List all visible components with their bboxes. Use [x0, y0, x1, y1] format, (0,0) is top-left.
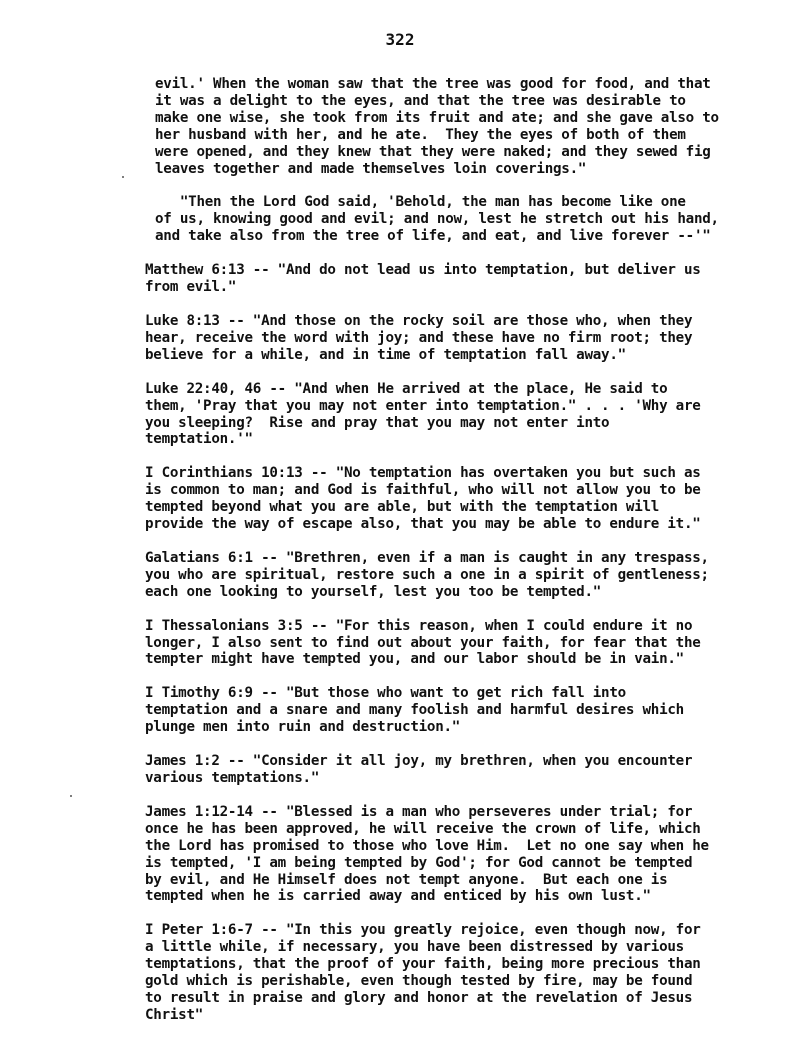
- paragraph-luke-8-13: Luke 8:13 -- "And those on the rocky soil are those who, when they hear, receive the word with joy; and these have no firm root; they believe for a while, and in time of temptation fall away.": [145, 312, 693, 363]
- paragraph-1-peter-1-6-7: I Peter 1:6-7 -- "In this you greatly rejoice, even though now, for a little while, if necessary, you have been distressed by various temptations, that the proof of your faith, being more precious than gold which is perishable, even though tested by fire, may be found to result in praise and glory and honor at the revelation of Jesus Christ": [145, 922, 701, 1023]
- paragraph-luke-22-40: Luke 22:40, 46 -- "And when He arrived at the place, He said to them, 'Pray that you may not enter into temptation." . . . 'Why are you sleeping? Rise and pray that you may not enter into temptation.'": [145, 380, 701, 448]
- page-number: 322: [385, 30, 415, 49]
- paragraph-genesis-continuation: evil.' When the woman saw that the tree was good for food, and that it was a delight to the eyes, and that the tree was desirable to make one wise, she took from its fruit and ate; and she gave also to her husband with her, and he ate. They the eyes of both of them were opened, and they knew that they were naked; and they sewed fig leaves together and made themselves loin coverings.": [155, 76, 719, 177]
- paragraph-genesis-3-22: "Then the Lord God said, 'Behold, the man has become like one of us, knowing good and evil; and now, lest he stretch out his hand, and take also from the tree of life, and eat, and live forever --'": [155, 194, 719, 245]
- scan-speck: [122, 176, 124, 178]
- paragraph-james-1-2: James 1:2 -- "Consider it all joy, my brethren, when you encounter various temptations.": [145, 753, 693, 786]
- page-body: [145, 76, 735, 1041]
- scan-speck: [70, 795, 72, 797]
- paragraph-1-thessalonians-3-5: I Thessalonians 3:5 -- "For this reason, when I could endure it no longer, I also sent to find out about your faith, for fear that the tempter might have tempted you, and our labor should be in vain.": [145, 617, 701, 668]
- paragraph-1-corinthians-10-13: I Corinthians 10:13 -- "No temptation has overtaken you but such as is common to man; and God is faithful, who will not allow you to be tempted beyond what you are able, but with the temptation will provide the way of escape also, that you may be able to endure it.": [145, 465, 701, 533]
- paragraph-james-1-12-14: James 1:12-14 -- "Blessed is a man who perseveres under trial; for once he has been approved, he will receive the crown of life, which the Lord has promised to those who love Him. Let no one say when he is tempted, 'I am being tempted by God'; for God cannot be tempted by evil, and He Himself does not tempt anyone. But each one is tempted when he is carried away and enticed by his own lust.": [145, 803, 709, 905]
- paragraph-galatians-6-1: Galatians 6:1 -- "Brethren, even if a man is caught in any trespass, you who are spiritual, restore such a one in a spirit of gentleness; each one looking to yourself, lest you too be tempted.": [145, 549, 709, 600]
- paragraph-1-timothy-6-9: I Timothy 6:9 -- "But those who want to get rich fall into temptation and a snare and many foolish and harmful desires which plunge men into ruin and destruction.": [145, 685, 684, 736]
- paragraph-matthew-6-13: Matthew 6:13 -- "And do not lead us into temptation, but deliver us from evil.": [145, 262, 701, 296]
